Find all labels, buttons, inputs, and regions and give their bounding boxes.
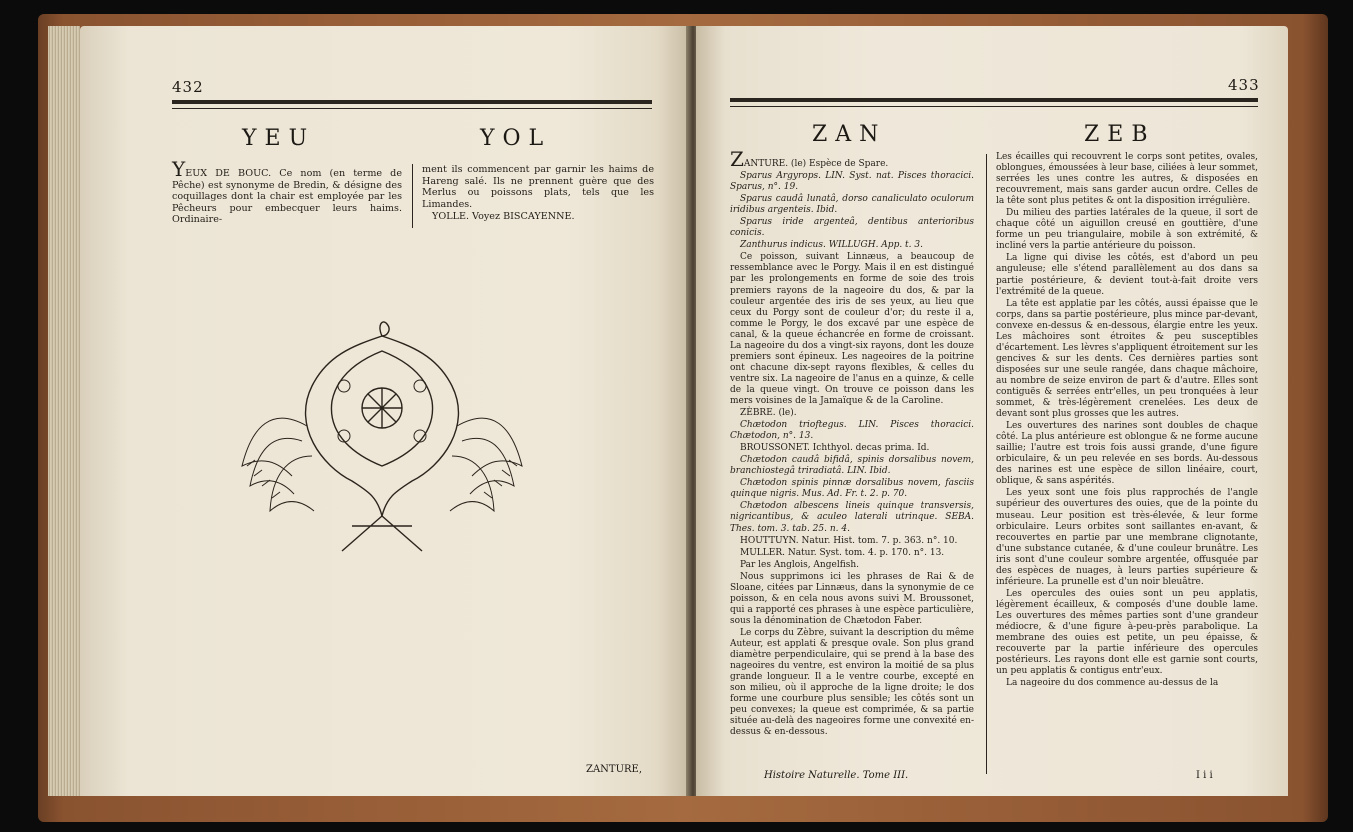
- sparus-argyrops: Sparus Argyrops. LIN. Syst. nat. Pisces thoracici. Sparus, n°. 19.: [730, 171, 974, 193]
- ornament-cartouche-image: [232, 316, 532, 556]
- yeux-continuation: ment ils commencent par garnir les haims de Hareng salé. Ils ne prennent guère que des Merlus ou poissons plats, tels que les Limandes.: [422, 164, 654, 210]
- zanture-entry: ANTURE. (le) Espèce de Spare.: [743, 159, 889, 169]
- right-column-1: [730, 147, 974, 739]
- nous-supprimons: Nous supprimons ici les phrases de Rai & de Sloane, citées par Linnæus, dans la synonymie de ce poisson, & en cela nous avons suivi M. Broussonet, qui a rapporté ces phrases à une espèce particulière, sous la dénomination de Chætodon Faber.: [730, 571, 974, 626]
- sparus-cauda: Sparus caudâ lunatâ, dorso canaliculato oculorum iridibus argenteis. Ibid.: [730, 194, 974, 216]
- muller-ref: MULLER. Natur. Syst. tom. 4. p. 170. n°. 13.: [740, 547, 945, 558]
- zebre-entry: ZÈBRE. (le).: [740, 408, 797, 419]
- yeux-de-bouc-entry: EUX DE BOUC. Ce nom (en terme de Pêche) est synonyme de Bredin, & désigne des coquillages dont la chair est employée par les Pêcheurs pour embecquer leurs haims. Ordinaire-: [172, 168, 402, 226]
- zanture-description: Ce poisson, suivant Linnæus, a beaucoup de ressemblance avec le Porgy. Mais il en est distingué par les prolongements en forme de soie des trois premiers rayons de la nageoire du dos, & par la couleur argentée des iris de ses yeux, au lieu que ceux du Porgy sont de couleur d'or; du reste il a, comme le Porgy, le dos excavé par une espèce de canal, & la queue échancrée en forme de croissant. La nageoire du dos a vingt-six rayons, dont les douze premiers sont épineux. Les nageoires de la poitrine ont chacune dix-sept rayons flexibles, & celles du ventre six. La nageoire de l'anus en a quinze, & celle de la queue vingt. On trouve ce poisson dans les mers voisines de la Jamaïque & de la Caroline.: [730, 252, 974, 406]
- left-page: [80, 26, 688, 796]
- anglois-name: Par les Anglois, Angelfish.: [740, 559, 859, 570]
- yeux-paragraph: Les yeux sont une fois plus rapprochés de l'angle supérieur des ouvertures des ouies, que de la pointe du museau. Leur position est très-élevée, & leur forme orbiculaire. Leurs orbites sont saillantes en-avant, & recouvertes en partie par une membrane clignotante, d'une substance cutanée, & d'une couleur brunâtre. Les iris sont d'une couleur sombre argentée, offusquée par des espèces de nuages, à leurs parties supérieure & inférieure. La prunelle est d'un noir bleuâtre.: [996, 488, 1258, 587]
- zebre-description: Le corps du Zèbre, suivant la description du même Auteur, est applati & presque ovale. Son plus grand diamètre perpendiculaire, qui se prend à la base des nageoires du ventre, est environ la moitié de sa plus grande longueur. Il a le ventre courbe, excepté en son milieu, où il approche de la ligne droite; le dos forme une courbure plus sensible; les côtés sont un peu convexes; la queue est comprimée, & sa partie située au-delà des nageoires forme une convexité en-dessus & en-dessous.: [730, 627, 974, 738]
- left-column-divider: [412, 164, 413, 228]
- left-column-1: [172, 157, 402, 227]
- right-page: [696, 26, 1288, 796]
- ecailles-paragraph: Les écailles qui recouvrent le corps sont petites, ovales, oblongues, émoussées à leur base, ciliées à leur sommet, serrées les unes contre les autres, & disposées en recouvrement, mais sans garder aucun ordre. Celles de la tête sont plus petites & ont la disposition irrégulière.: [996, 152, 1258, 207]
- nageoire-paragraph: La nageoire du dos commence au-dessus de la: [1006, 678, 1219, 689]
- left-catchword: ZANTURE,: [586, 764, 643, 775]
- sparus-iride: Sparus iride argenteâ, dentibus anterioribus conicis.: [730, 217, 974, 239]
- dropcap-z: Z: [730, 147, 744, 171]
- left-heading-yol: YOL: [480, 126, 552, 151]
- left-page-number: 432: [172, 78, 204, 96]
- narines-paragraph: Les ouvertures des narines sont doubles de chaque côté. La plus antérieure est oblongue & ne forme aucune saillie; l'autre est trois fois aussi grande, d'une figure orbiculaire, & un peu relevée en ses bords. Au-dessous des narines est une espèce de sillon linéaire, court, oblique, & sans aspérités.: [996, 421, 1258, 487]
- dropcap-y: Y: [172, 157, 186, 181]
- ligne-paragraph: La ligne qui divise les côtés, est d'abord un peu anguleuse; elle s'étend parallèlement au dos dans sa partie postérieure, & devient tout-à-fait droite vers l'extrémité de la queue.: [996, 253, 1258, 297]
- right-signature-mark: I i i: [1196, 770, 1213, 781]
- yolle-entry: YOLLE. Voyez BISCAYENNE.: [432, 211, 575, 223]
- right-page-number: 433: [1228, 76, 1260, 94]
- right-heading-zan: ZAN: [812, 122, 887, 147]
- right-heading-zeb: ZEB: [1084, 122, 1156, 147]
- aiguillon-paragraph: Du milieu des parties latérales de la queue, il sort de chaque côté un aiguillon creusé en gouttière, d'une forme un peu triangulaire, mobile à son extrémité, & incliné vers la partie antérieure du poisson.: [996, 208, 1258, 252]
- right-header-rule: [730, 98, 1258, 102]
- chaetodon-cauda: Chætodon caudâ bifidâ, spinis dorsalibus novem, branchiostegâ triradiatâ. LIN. Ibid.: [730, 455, 974, 477]
- left-heading-yeu: YEU: [242, 126, 316, 151]
- right-column-divider: [986, 154, 987, 774]
- zanthurus: Zanthurus indicus. WILLUGH. App. t. 3.: [740, 240, 923, 251]
- right-column-2: [996, 152, 1258, 690]
- left-column-2: [422, 164, 654, 224]
- page-edges: [48, 26, 80, 796]
- broussonet-ref: BROUSSONET. Ichthyol. decas prima. Id.: [740, 443, 930, 454]
- houttuyn-ref: HOUTTUYN. Natur. Hist. tom. 7. p. 363. n°. 10.: [740, 535, 958, 546]
- chaetodon-albescens: Chætodon albescens lineis quinque transversis, nigricantibus, & aculeo laterali utrinque. SEBA. Thes. tom. 3. tab. 25. n. 4.: [730, 501, 974, 534]
- left-header-rule: [172, 100, 652, 104]
- chaetodon-triostegus: Chætodon trioftegus. LIN. Pisces thoracici. Chætodon, n°. 13.: [730, 420, 974, 442]
- chaetodon-spinis: Chætodon spinis pinnæ dorsalibus novem, fasciis quinque nigris. Mus. Ad. Fr. t. 2. p. 70.: [730, 478, 974, 500]
- right-footer-title: Histoire Naturelle. Tome III.: [764, 770, 909, 781]
- tete-paragraph: La tête est applatie par les côtés, aussi épaisse que le corps, dans sa partie postérieure, plus mince par-devant, convexe en-dessus & en-dessous, élargie entre les yeux. Les mâchoires sont étroites & peu susceptibles d'écartement. Les lèvres s'appliquent étroitement sur les gencives & sur les dents. Ces dernières parties sont disposées sur une seule rangée, dans chaque mâchoire, au nombre de seize environ de part & d'autre. Elles sont contiguës & serrées entr'elles, un peu tronquées à leur sommet, & très-légèrement crenelées. Les deux de devant sont plus grosses que les autres.: [996, 298, 1258, 420]
- left-header-rule-thin: [172, 108, 652, 109]
- opercules-paragraph: Les opercules des ouies sont un peu applatis, légèrement écailleux, & composés d'une double lame. Les ouvertures des mêmes parties sont d'une grandeur médiocre, & d'une figure à-peu-près parabolique. La membrane des ouies est petite, un peu épaisse, & recouverte par la partie inférieure des opercules postérieurs. Les rayons dont elle est garnie sont courts, un peu applatis & contigus entr'eux.: [996, 588, 1258, 677]
- right-header-rule-thin: [730, 106, 1258, 107]
